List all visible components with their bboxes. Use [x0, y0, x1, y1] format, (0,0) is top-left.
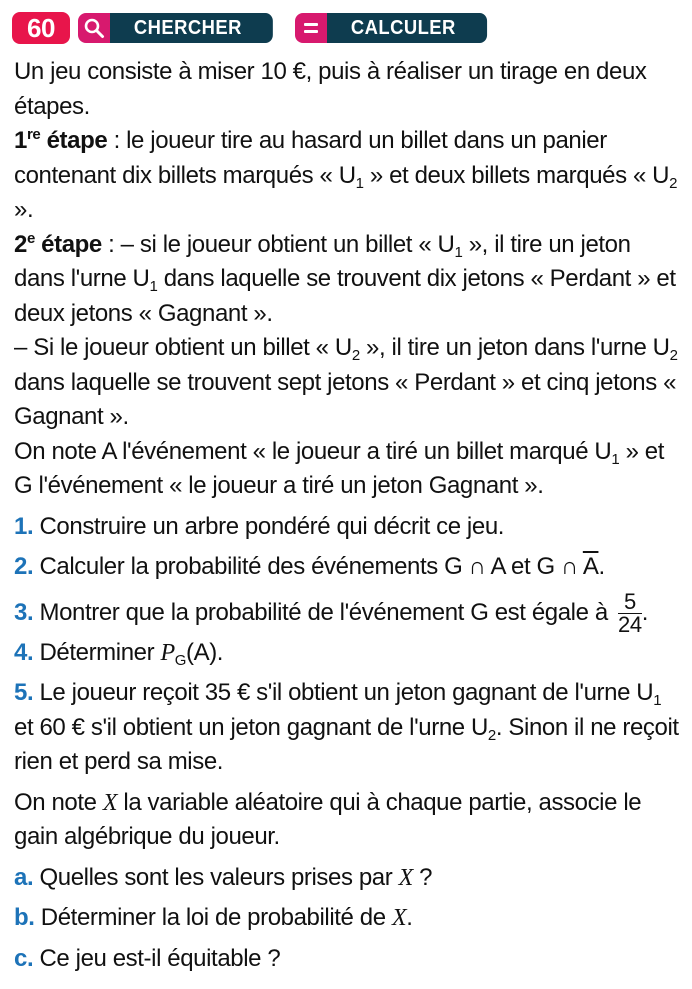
equals-icon	[295, 13, 327, 43]
question-c: c. Ce jeu est-il équitable ?	[14, 944, 281, 972]
question-3: 3. Montrer que la probabilité de l'événement G est égale à $\frac{5}{24}$ .	[14, 588, 648, 637]
question-5: 5. Le joueur reçoit 35 € s'il obtient un jeton gagnant de l'urne $U_1$ et 60 € s'il obtient un jeton gagnant de l'urne $U_2$. Sinon il ne reçoit rien et perd sa mise.	[14, 679, 679, 775]
exercise-number-badge: 60	[12, 12, 70, 44]
question-4: 4. Déterminer $P_G(A)$.	[14, 638, 224, 669]
fraction-5-24: $\frac{5}{24}$	[618, 588, 642, 637]
step2b-paragraph: – Si le joueur obtient un billet « $U_2$ », il tire un jeton dans l'urne $U_2$ dans laquelle se trouvent sept jetons « Perdant » et cinq jetons « Gagnant ».	[14, 334, 678, 430]
intro-text: Un jeu consiste à miser 10 €, puis à réaliser un tirage en deux étapes.	[14, 58, 647, 120]
exercise-body	[14, 55, 680, 976]
tag-calculer-label: CALCULER	[327, 13, 487, 43]
question-1: 1. Construire un arbre pondéré qui décrit ce jeu.	[14, 512, 505, 540]
exercise-header	[12, 12, 501, 44]
tag-chercher	[78, 13, 287, 43]
step2-title: 2e étape	[14, 229, 102, 258]
step1-title: 1re étape	[14, 126, 108, 154]
question-number: 1.	[14, 512, 34, 540]
question-2: 2. Calculer la probabilité des événements G ∩ A et G ∩ $\overline{A}$.	[14, 553, 605, 580]
question-number: 2.	[14, 553, 34, 580]
variable-definition: On note X la variable aléatoire qui à chaque partie, associe le gain algébrique du joueur.	[14, 788, 642, 850]
question-number: 3.	[14, 598, 34, 626]
question-letter: b.	[14, 904, 35, 931]
step1-paragraph: 1re étape : le joueur tire au hasard un billet dans un panier contenant dix billets marqués « $U_1$ » et deux billets marqués « $U_2$ ».	[14, 126, 678, 223]
question-a: a. Quelles sont les valeurs prises par X ?	[14, 863, 433, 891]
events-note: On note A l'événement « le joueur a tiré un billet marqué $U_1$ » et G l'événement « le joueur a tiré un jeton Gagnant ».	[14, 437, 665, 499]
question-number: 4.	[14, 638, 34, 666]
question-letter: c.	[14, 944, 34, 972]
tag-calculer	[295, 13, 501, 43]
question-letter: a.	[14, 863, 34, 891]
question-b: b. Déterminer la loi de probabilité de X.	[14, 904, 413, 931]
question-number: 5.	[14, 679, 34, 706]
magnifier-icon	[78, 13, 110, 43]
tag-chercher-label: CHERCHER	[110, 13, 273, 43]
step2-paragraph: 2e étape : – si le joueur obtient un billet « $U_1$ », il tire un jeton dans l'urne $U_1$ dans laquelle se trouvent dix jetons « Perdant » et deux jetons « Gagnant ».	[14, 229, 676, 327]
